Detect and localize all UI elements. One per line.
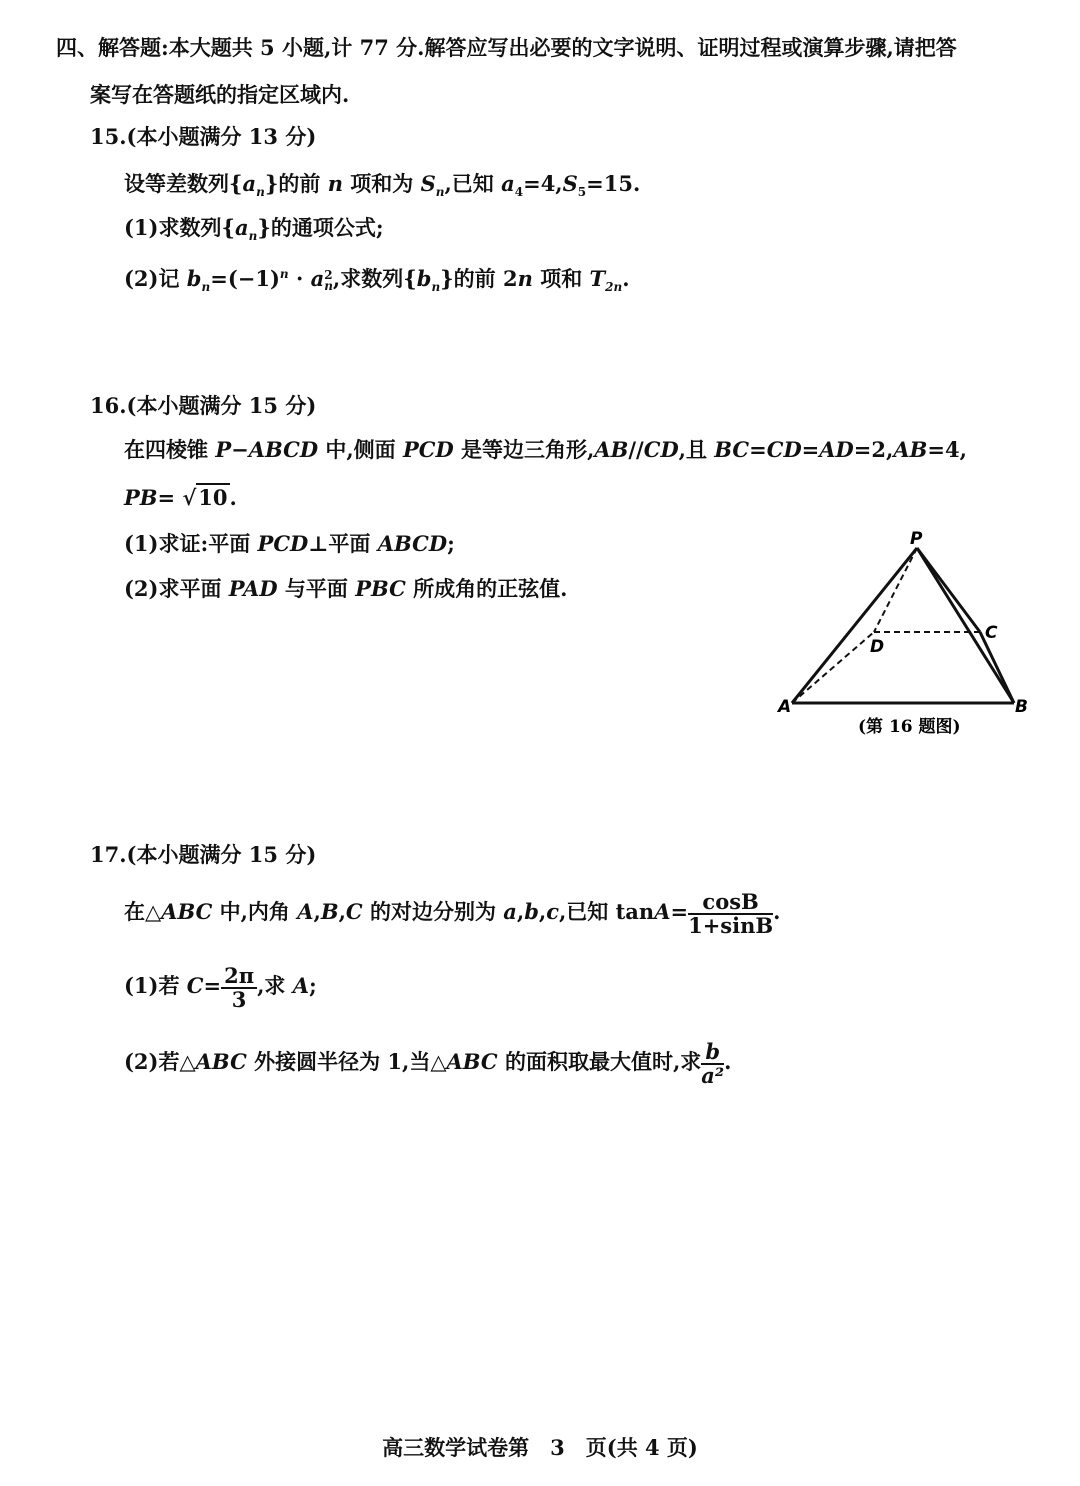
- q16-part2: (2)求平面 PAD 与平面 PBC 所成角的正弦值.: [124, 576, 568, 601]
- label-P: P: [910, 529, 923, 549]
- q17-title: 17.(本小题满分 15 分): [90, 842, 317, 867]
- label-B: B: [1015, 697, 1028, 717]
- q17-fraction: $\frac{\cos B}{1+\sin B}$: [688, 888, 774, 938]
- q15-stem: 设等差数列$\{a_n\}$的前 n 项和为 $S_n$,已知 $a_4=4,S_5=15$.: [124, 171, 641, 200]
- q17-p2-fraction: $\frac{b}{\text{a²}}$: [701, 1038, 725, 1088]
- q16-title: 16.(本小题满分 15 分): [90, 393, 317, 418]
- q17-p1-fraction: $\frac{2\pi}{3}$: [221, 965, 257, 1011]
- q17-part1: (1)若 C= $\frac{2\pi}{3}$ ,求 A;: [124, 962, 317, 1012]
- q16-stem: 在四棱锥 P−ABCD 中,侧面 PCD 是等边三角形,AB//CD,且 BC=CD=AD=2,AB=4,: [124, 437, 967, 462]
- edge-PC: [917, 548, 980, 632]
- q16-stem-line2: PB= √10.: [124, 485, 237, 510]
- page-footer: 高三数学试卷第 3 页(共 4 页): [382, 1435, 698, 1460]
- edge-PD: [874, 548, 917, 632]
- edge-PB: [917, 548, 1014, 703]
- q17-stem: 在△ABC 中,内角 A,B,C 的对边分别为 a,b,c,已知 tanA= $\frac{\cos B}{1+\sin B}$ .: [124, 888, 781, 938]
- pyramid-figure: [770, 526, 1050, 748]
- edge-AD: [792, 632, 874, 703]
- q17-part2: (2)若△ABC 外接圆半径为 1,当△ABC 的面积取最大值时,求 $\frac{b}{\text{a²}}$ .: [124, 1038, 732, 1088]
- q15-part1: (1)求数列$\{a_n\}$的通项公式;: [124, 215, 384, 244]
- figure-caption: (第 16 题图): [858, 717, 961, 737]
- q15-part2: (2)记 $b_n=(-1)^n \cdot a$ 2 n ,求数列$\{b_n\}$的前 2n 项和 $T_{2n}$.: [124, 266, 630, 295]
- label-C: C: [985, 623, 998, 643]
- label-D: D: [870, 637, 885, 657]
- q15-title: 15.(本小题满分 13 分): [90, 124, 317, 149]
- section-header-line1: 四、解答题:本大题共 5 小题,计 77 分.解答应写出必要的文字说明、证明过程或演算步骤,请把答: [56, 35, 957, 60]
- section-header-line2: 案写在答题纸的指定区域内.: [90, 82, 350, 107]
- label-A: A: [778, 697, 792, 717]
- q16-part1: (1)求证:平面 PCD⊥平面 ABCD;: [124, 531, 455, 556]
- edge-PA: [792, 548, 917, 703]
